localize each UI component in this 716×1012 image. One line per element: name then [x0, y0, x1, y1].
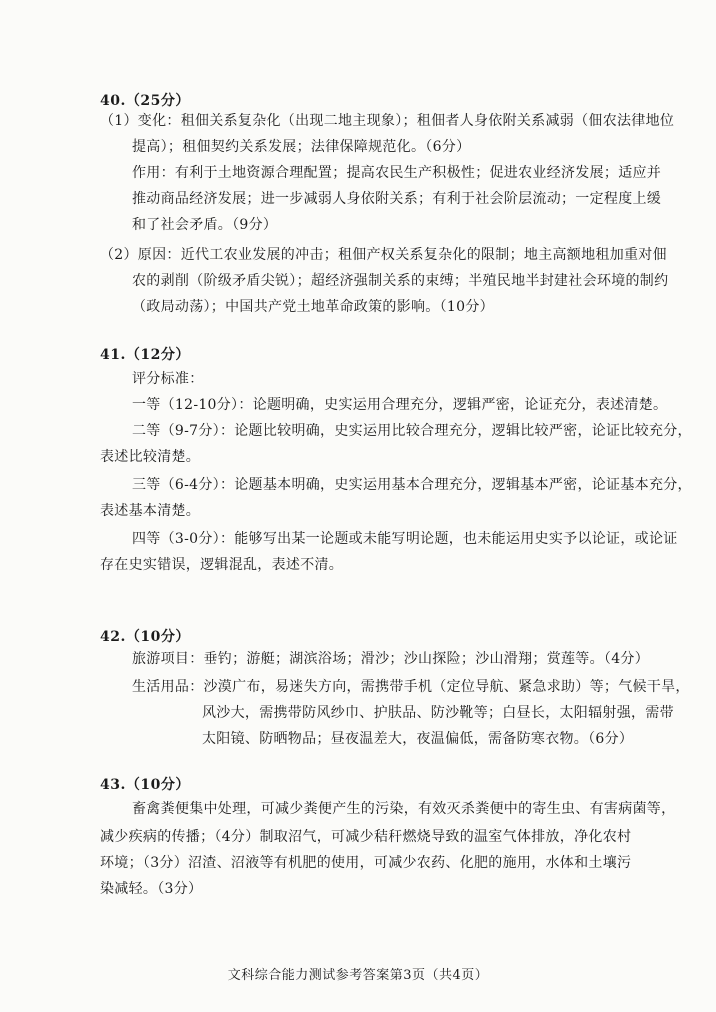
q40-line-4: 推动商品经济发展；进一步减弱人身依附关系；有利于社会阶层流动；一定程度上缓 — [132, 191, 662, 207]
q41-title: 41.（12分） — [100, 347, 190, 363]
q40-title: 40.（25分） — [100, 93, 190, 109]
q40-line-5: 和了社会矛盾。（9分） — [132, 217, 278, 233]
q40-line-6: （2）原因：近代工农业发展的冲击；租佃产权关系复杂化的限制；地主高额地租加重对佃 — [100, 247, 667, 263]
page-footer: 文科综合能力测试参考答案第3页（共4页） — [227, 968, 489, 983]
q43-line-3: 环境；（3分）沼渣、沼液等有机肥的使用，可减少农药、化肥的施用，水体和土壤污 — [100, 855, 632, 871]
q43-title: 43.（10分） — [100, 777, 190, 793]
q40-line-8: （政局动荡）；中国共产党土地革命政策的影响。（10分） — [132, 299, 494, 315]
q42-title: 42.（10分） — [100, 629, 190, 645]
q41-line-1: 评分标准： — [132, 371, 204, 387]
q42-line-4: 太阳镜、防晒物品；昼夜温差大，夜温偏低，需备防寒衣物。（6分） — [202, 731, 634, 747]
q41-line-2: 一等（12-10分）：论题明确，史实运用合理充分，逻辑严密，论证充分，表述清楚。 — [132, 397, 668, 413]
q41-line-5: 三等（6-4分）：论题基本明确，史实运用基本合理充分，逻辑基本严密，论证基本充分， — [132, 477, 692, 493]
q40-line-1: （1）变化：租佃关系复杂化（出现二地主现象）；租佃者人身依附关系减弱（佃农法律地位 — [100, 113, 675, 129]
q42-line-1: 旅游项目：垂钓；游艇；湖滨浴场；滑沙；沙山探险；沙山滑翔；赏莲等。（4分） — [132, 651, 650, 667]
q43-line-1: 畜禽粪便集中处理，可减少粪便产生的污染，有效灭杀粪便中的寄生虫、有害病菌等， — [132, 801, 676, 817]
q40-line-2: 提高）；租佃契约关系发展；法律保障规范化。（6分） — [132, 139, 471, 155]
q43-line-4: 染减轻。（3分） — [100, 881, 203, 897]
q40-line-3: 作用：有利于土地资源合理配置；提高农民生产积极性；促进农业经济发展；适应并 — [132, 165, 662, 181]
q43-line-2: 减少疾病的传播；（4分）制取沼气，可减少秸秆燃烧导致的温室气体排放，净化农村 — [100, 829, 632, 845]
q41-line-6: 表述基本清楚。 — [100, 503, 201, 519]
q41-line-8: 存在史实错误，逻辑混乱，表述不清。 — [100, 557, 344, 573]
q42-line-3: 风沙大，需携带防风纱巾、护肤品、防沙靴等；白昼长，太阳辐射强，需带 — [202, 705, 674, 721]
q41-line-7: 四等（3-0分）：能够写出某一论题或未能写明论题，也未能运用史实予以论证，或论证 — [132, 531, 678, 547]
q41-line-3: 二等（9-7分）：论题比较明确，史实运用比较合理充分，逻辑比较严密，论证比较充分， — [132, 423, 692, 439]
q42-line-2: 生活用品：沙漠广布，易迷失方向，需携带手机（定位导航、紧急求助）等；气候干旱， — [132, 679, 690, 695]
q40-line-7: 农的剥削（阶级矛盾尖锐）；超经济强制关系的束缚；半殖民地半封建社会环境的制约 — [132, 273, 669, 289]
q41-line-4: 表述比较清楚。 — [100, 449, 201, 465]
